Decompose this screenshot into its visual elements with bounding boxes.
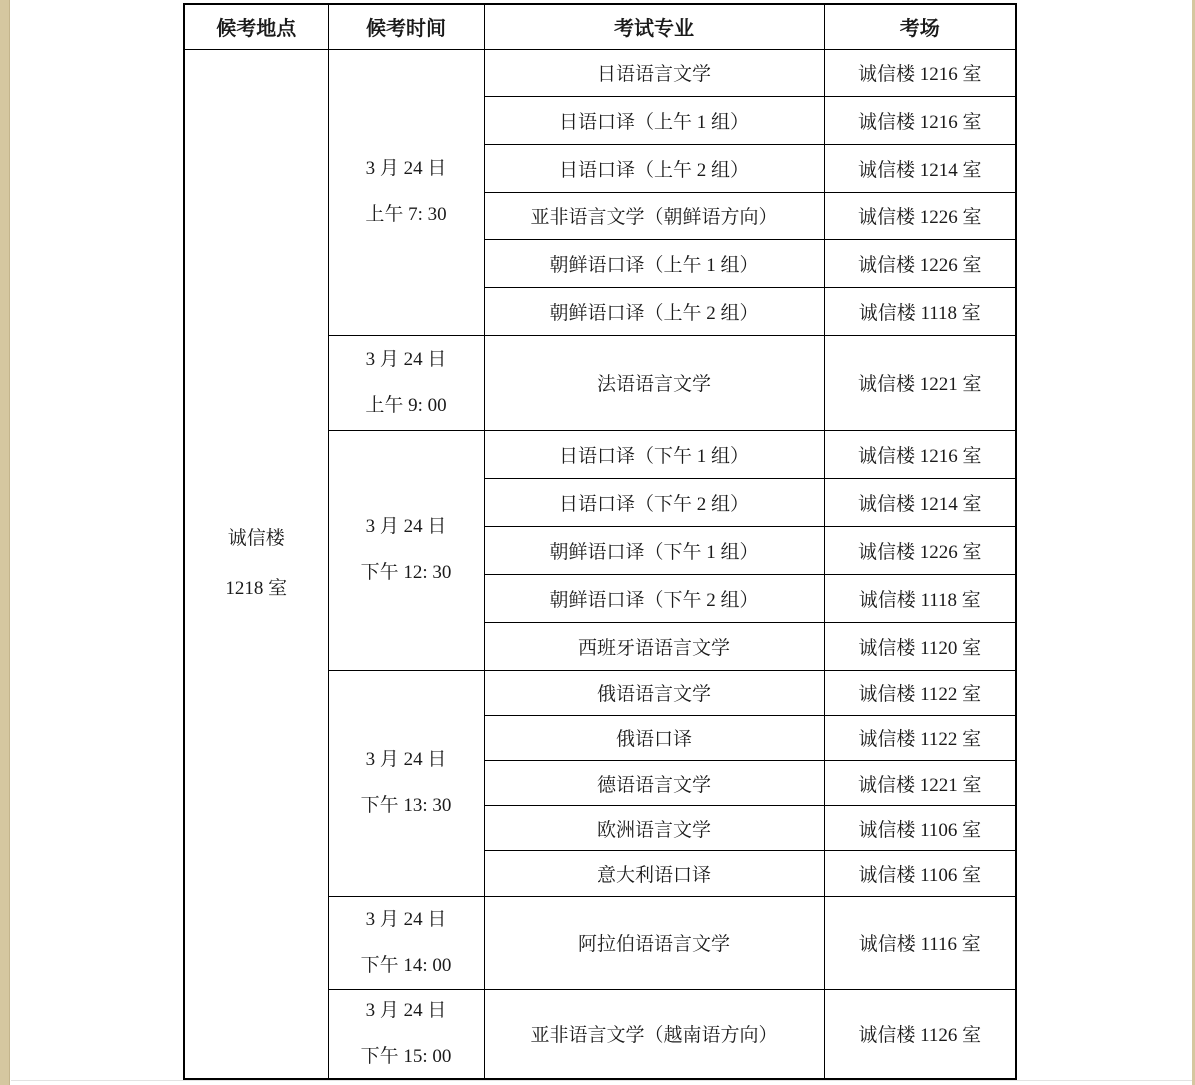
- exam-major-cell: 欧洲语言文学: [484, 806, 824, 851]
- exam-room-cell: 诚信楼 1214 室: [824, 144, 1016, 192]
- waiting-time-cell: [328, 896, 484, 989]
- exam-room-cell: 诚信楼 1116 室: [824, 896, 1016, 989]
- exam-major-cell: 德语语言文学: [484, 761, 824, 806]
- exam-major-cell: 朝鲜语口译（上午 2 组）: [484, 287, 824, 335]
- waiting-time-line: 上午 7: 30: [365, 204, 447, 226]
- page-edge-left: [0, 0, 10, 1085]
- header-row: [184, 4, 1016, 49]
- exam-room-cell: 诚信楼 1226 室: [824, 526, 1016, 574]
- waiting-time-line: 3 月 24 日: [365, 999, 447, 1021]
- waiting-time-line: 下午 12: 30: [360, 562, 452, 584]
- exam-major-cell: 亚非语言文学（越南语方向）: [484, 989, 824, 1079]
- exam-room-cell: 诚信楼 1216 室: [824, 97, 1016, 145]
- waiting-time-cell: [328, 49, 484, 335]
- col-header-exam-room: 考场: [824, 4, 1016, 49]
- col-header-exam-major: 考试专业: [484, 4, 824, 49]
- exam-schedule-table: [183, 3, 1017, 1080]
- exam-room-cell: 诚信楼 1221 室: [824, 761, 1016, 806]
- exam-room-cell: 诚信楼 1226 室: [824, 240, 1016, 288]
- waiting-time-line: 3 月 24 日: [365, 749, 447, 771]
- exam-room-cell: 诚信楼 1216 室: [824, 430, 1016, 478]
- exam-major-cell: 朝鲜语口译（下午 1 组）: [484, 526, 824, 574]
- exam-major-cell: 意大利语口译: [484, 851, 824, 896]
- exam-major-cell: 亚非语言文学（朝鲜语方向）: [484, 192, 824, 240]
- exam-room-cell: 诚信楼 1120 室: [824, 622, 1016, 670]
- exam-major-cell: 日语语言文学: [484, 49, 824, 97]
- waiting-time-cell: [328, 989, 484, 1079]
- waiting-time-line: 3 月 24 日: [365, 158, 447, 180]
- exam-room-cell: 诚信楼 1106 室: [824, 806, 1016, 851]
- exam-major-cell: 朝鲜语口译（下午 2 组）: [484, 574, 824, 622]
- table-row: [184, 49, 1016, 97]
- exam-room-cell: 诚信楼 1126 室: [824, 989, 1016, 1079]
- exam-major-cell: 日语口译（下午 2 组）: [484, 478, 824, 526]
- waiting-time-line: 下午 15: 00: [360, 1045, 452, 1067]
- exam-room-cell: 诚信楼 1122 室: [824, 670, 1016, 715]
- exam-major-cell: 法语语言文学: [484, 335, 824, 430]
- exam-major-cell: 朝鲜语口译（上午 1 组）: [484, 240, 824, 288]
- col-header-waiting-time: 候考时间: [328, 4, 484, 49]
- exam-room-cell: 诚信楼 1221 室: [824, 335, 1016, 430]
- exam-major-cell: 西班牙语语言文学: [484, 622, 824, 670]
- exam-room-cell: 诚信楼 1214 室: [824, 478, 1016, 526]
- waiting-time-line: 上午 9: 00: [365, 394, 447, 416]
- waiting-time-line: 下午 13: 30: [360, 795, 452, 817]
- waiting-time-line: 3 月 24 日: [365, 516, 447, 538]
- waiting-time-cell: [328, 670, 484, 896]
- exam-major-cell: 日语口译（上午 1 组）: [484, 97, 824, 145]
- waiting-location-line: 诚信楼: [227, 527, 285, 549]
- waiting-location-line: 1218 室: [225, 577, 288, 599]
- exam-room-cell: 诚信楼 1122 室: [824, 715, 1016, 760]
- waiting-time-cell: [328, 335, 484, 430]
- page-bottom-divider: [11, 1080, 1192, 1081]
- exam-room-cell: 诚信楼 1106 室: [824, 851, 1016, 896]
- exam-major-cell: 日语口译（下午 1 组）: [484, 430, 824, 478]
- exam-major-cell: 日语口译（上午 2 组）: [484, 144, 824, 192]
- exam-room-cell: 诚信楼 1226 室: [824, 192, 1016, 240]
- waiting-location-cell: [184, 49, 328, 1079]
- waiting-time-line: 下午 14: 00: [360, 954, 452, 976]
- exam-room-cell: 诚信楼 1118 室: [824, 287, 1016, 335]
- waiting-time-line: 3 月 24 日: [365, 348, 447, 370]
- exam-room-cell: 诚信楼 1118 室: [824, 574, 1016, 622]
- exam-major-cell: 阿拉伯语语言文学: [484, 896, 824, 989]
- exam-room-cell: 诚信楼 1216 室: [824, 49, 1016, 97]
- col-header-waiting-location: 候考地点: [184, 4, 328, 49]
- exam-major-cell: 俄语语言文学: [484, 670, 824, 715]
- waiting-time-line: 3 月 24 日: [365, 908, 447, 930]
- exam-major-cell: 俄语口译: [484, 715, 824, 760]
- waiting-time-cell: [328, 430, 484, 670]
